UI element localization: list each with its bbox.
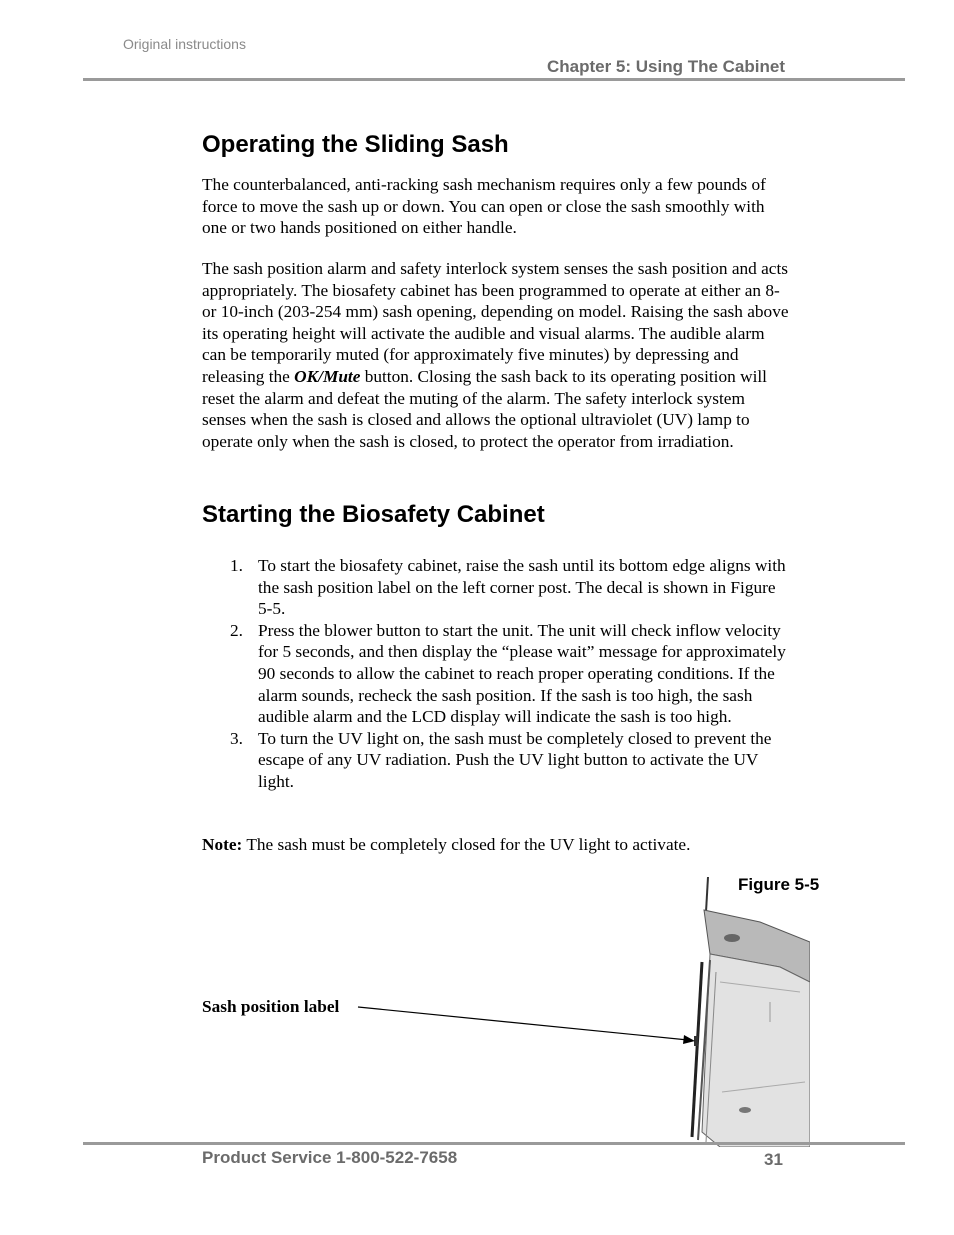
sash-position-label-callout: Sash position label — [202, 997, 340, 1016]
paragraph-sash-alarm — [202, 258, 792, 452]
list-item — [202, 555, 792, 620]
paragraph-sash-alarm-part2: button. Closing the sash back to its operating position will reset the alarm and defeat the muting of the alarm. The safety interlock system senses when the sash is closed and allows the optional ultraviolet (UV) lamp to operate only when the sash is closed, to protect the operator from irradiation. — [202, 366, 767, 451]
page-number: 31 — [764, 1150, 783, 1169]
step-text: To turn the UV light on, the sash must be completely closed to prevent the escape of any UV radiation. Push the UV light button to activate the UV light. — [258, 728, 772, 791]
step-number: 3. — [230, 728, 243, 748]
note-label: Note: — [202, 835, 243, 854]
steps-list — [202, 555, 792, 793]
header-rule — [83, 78, 905, 81]
paragraph-sash-mechanism: The counterbalanced, anti-racking sash mechanism requires only a few pounds of force to move the sash up or down. You can open or close the sash smoothly with one or two hands positioned on either handle. — [202, 175, 766, 238]
list-item — [202, 728, 792, 793]
callout-arrow — [350, 995, 700, 1055]
note — [202, 834, 690, 856]
note-text: The sash must be completely closed for the UV light to activate. — [242, 835, 691, 854]
footer-rule — [83, 1142, 905, 1145]
step-number: 1. — [230, 556, 243, 575]
figure-caption: Figure 5-5 — [738, 875, 820, 894]
original-instructions-label: Original instructions — [123, 36, 246, 52]
chapter-header: Chapter 5: Using The Cabinet — [546, 57, 785, 76]
ok-mute-button-ref: OK/Mute — [294, 366, 361, 386]
section-title-starting-cabinet: Starting the Biosafety Cabinet — [202, 501, 545, 528]
step-text: To start the biosafety cabinet, raise the sash until its bottom edge aligns with the sash position label on the left corner post. The decal is shown in Figure 5-5. — [258, 556, 786, 619]
section-title-sliding-sash: Operating the Sliding Sash — [202, 131, 509, 158]
step-text: Press the blower button to start the unit. The unit will check inflow velocity for 5 seconds, and then display the “please wait” message for approximately 90 seconds to allow the cabinet to reach proper operating conditions. If the alarm sounds, recheck the sash position. If the sash is too high, the sash audible alarm and the LCD display will indicate the sash is too high. — [258, 620, 786, 727]
step-number: 2. — [230, 620, 243, 640]
list-item — [202, 620, 792, 728]
product-service-footer: Product Service 1-800-522-7658 — [202, 1148, 458, 1167]
paragraph-sash-alarm-part1: The sash position alarm and safety interlock system senses the sash position and acts appropriately. The biosafety cabinet has been programmed to operate at either an 8- or 10-inch (203-254 mm) sash opening, depending on model. Raising the sash above its operating height will activate the audible and visual alarms. The audible alarm can be temporarily muted (for approximately five minutes) by depressing and releasing the — [202, 259, 789, 386]
